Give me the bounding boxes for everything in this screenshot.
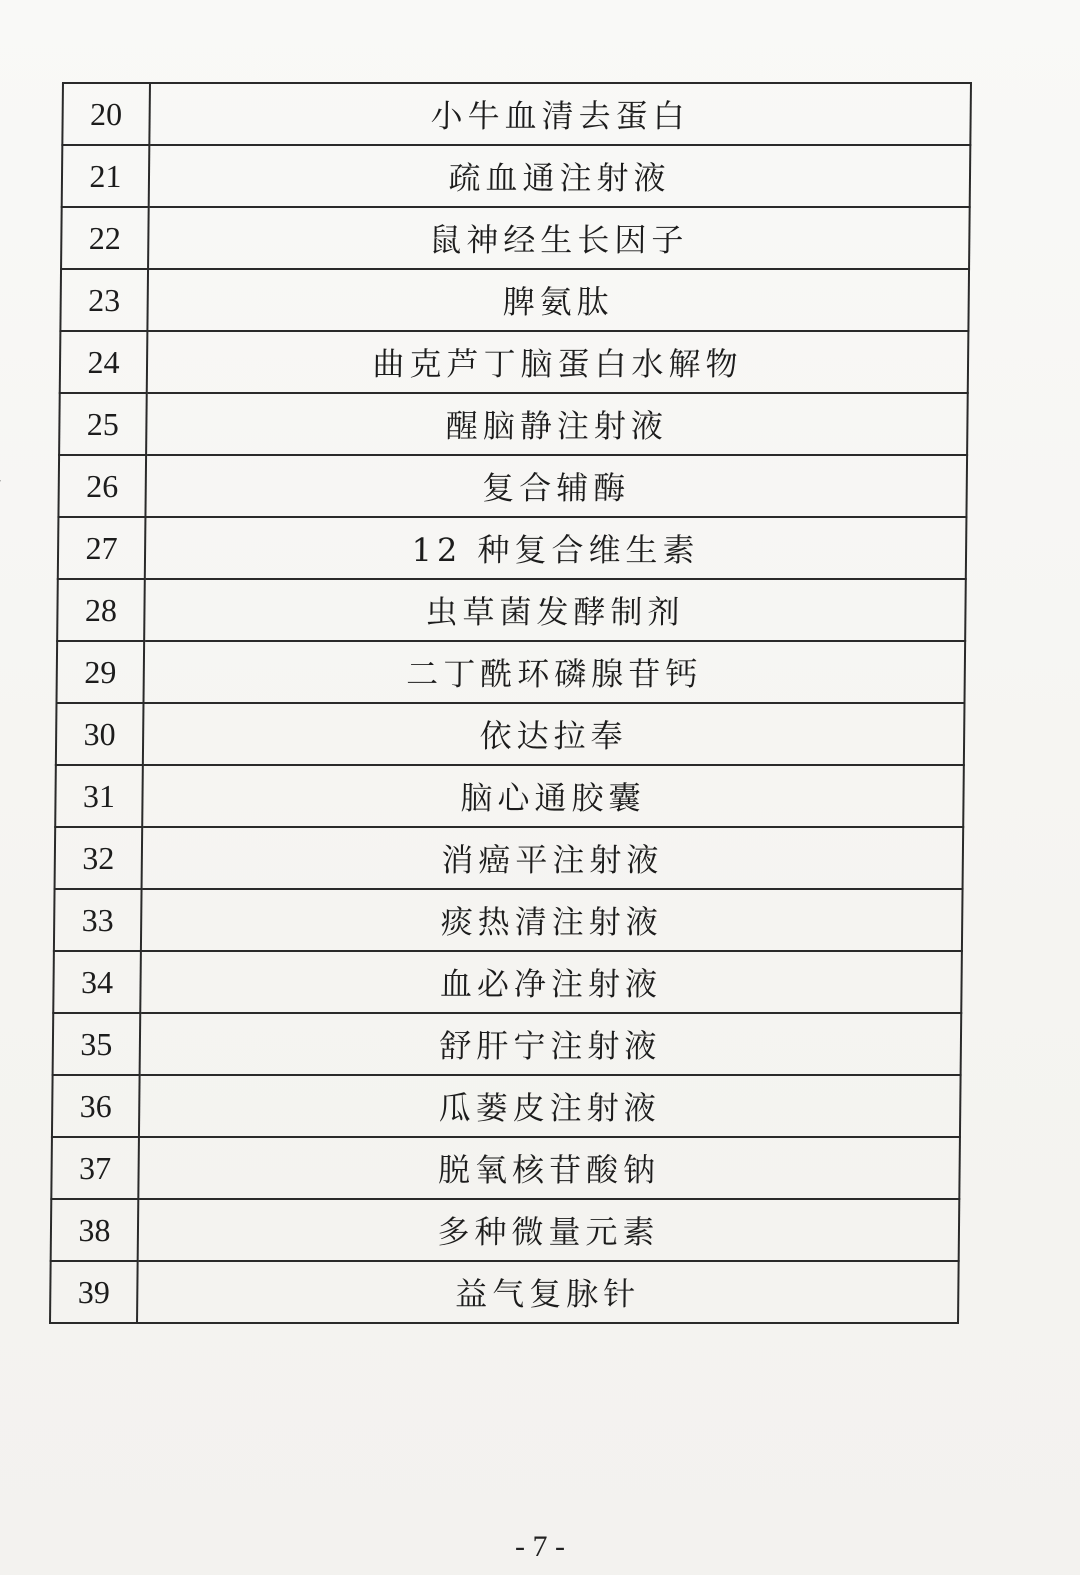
drug-name-cell: 疏血通注射液 <box>149 145 971 207</box>
drug-list-table <box>49 82 972 1324</box>
row-number-cell: 31 <box>55 765 143 827</box>
table-row <box>58 455 967 517</box>
drug-name-cell: 二丁酰环磷腺苷钙 <box>143 641 965 703</box>
row-number-cell: 32 <box>55 827 143 889</box>
drug-name-cell: 12 种复合维生素 <box>145 517 967 579</box>
drug-name-cell: 脾氨肽 <box>147 269 969 331</box>
table-row <box>50 1261 959 1323</box>
table-row <box>55 827 964 889</box>
row-number-cell: 27 <box>58 517 146 579</box>
row-number-cell: 30 <box>56 703 144 765</box>
drug-name-cell: 益气复脉针 <box>137 1261 959 1323</box>
row-number-cell: 23 <box>60 269 148 331</box>
row-number-cell: 21 <box>62 145 150 207</box>
row-number-cell: 26 <box>58 455 146 517</box>
drug-name-cell: 痰热清注射液 <box>141 889 963 951</box>
drug-name-cell: 脑心通胶囊 <box>142 765 964 827</box>
drug-name-cell: 依达拉奉 <box>143 703 965 765</box>
drug-name-cell: 鼠神经生长因子 <box>148 207 970 269</box>
table-row <box>62 145 971 207</box>
drug-name-cell: 曲克芦丁脑蛋白水解物 <box>147 331 969 393</box>
drug-name-cell: 血必净注射液 <box>140 951 962 1013</box>
table-row <box>53 951 962 1013</box>
row-number-cell: 35 <box>53 1013 141 1075</box>
drug-name-cell: 复合辅酶 <box>145 455 967 517</box>
table-row <box>56 703 965 765</box>
drug-list-table-body <box>50 83 971 1323</box>
row-number-cell: 20 <box>62 83 150 145</box>
row-number-cell: 28 <box>57 579 145 641</box>
table-row <box>57 579 966 641</box>
table-row <box>53 1013 962 1075</box>
drug-name-cell: 脱氧核苷酸钠 <box>138 1137 960 1199</box>
row-number-cell: 38 <box>51 1199 139 1261</box>
table-row <box>61 207 970 269</box>
table-row <box>54 889 963 951</box>
table-row <box>51 1137 960 1199</box>
page-number: - 7 - <box>515 1530 565 1563</box>
row-number-cell: 22 <box>61 207 149 269</box>
drug-name-cell: 小牛血清去蛋白 <box>149 83 971 145</box>
row-number-cell: 29 <box>56 641 144 703</box>
margin-pencil-mark <box>0 480 9 498</box>
row-number-cell: 36 <box>52 1075 140 1137</box>
table-row <box>62 83 971 145</box>
row-number-cell: 34 <box>53 951 141 1013</box>
drug-name-cell: 醒脑静注射液 <box>146 393 968 455</box>
row-number-cell: 24 <box>60 331 148 393</box>
drug-name-cell: 虫草菌发酵制剂 <box>144 579 966 641</box>
row-number-cell: 37 <box>51 1137 139 1199</box>
table-row <box>58 517 967 579</box>
table-row <box>60 269 969 331</box>
table-row <box>52 1075 961 1137</box>
drug-name-cell: 多种微量元素 <box>138 1199 960 1261</box>
drug-name-cell: 瓜蒌皮注射液 <box>139 1075 961 1137</box>
drug-list-table-container <box>48 82 972 1372</box>
table-row <box>56 641 965 703</box>
drug-name-cell: 消癌平注射液 <box>142 827 964 889</box>
row-number-cell: 33 <box>54 889 142 951</box>
table-row <box>51 1199 960 1261</box>
row-number-cell: 39 <box>50 1261 138 1323</box>
table-row <box>59 393 968 455</box>
table-row <box>55 765 964 827</box>
row-number-cell: 25 <box>59 393 147 455</box>
table-row <box>60 331 969 393</box>
drug-name-cell: 舒肝宁注射液 <box>140 1013 962 1075</box>
